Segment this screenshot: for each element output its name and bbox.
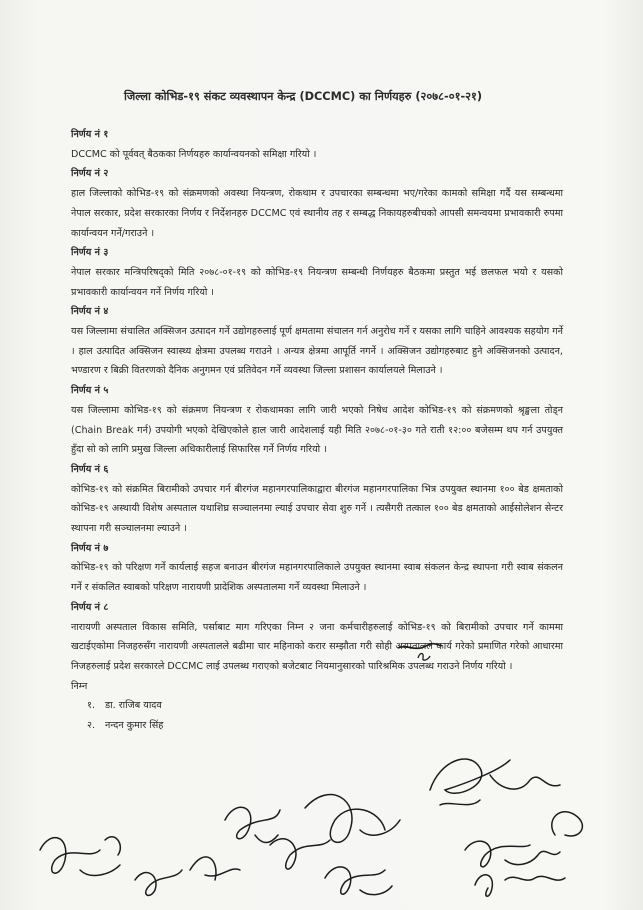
handwritten-signature (190, 857, 240, 880)
decision-text: नेपाल सरकार मन्त्रिपरिषद्को मिति २०७८-०१-१९ को कोभिड-१९ नियन्त्रण सम्बन्धी निर्णयहरु बैठकमा प्रस्तुत भई छलफल भयो र यसको प्रभावकारी कार्यान्वयन गर्ने निर्णय गरियो । (71, 266, 563, 298)
signatory-name: डा. राजिब यादव (105, 700, 162, 712)
decision-heading: निर्णय नं ५ (71, 385, 109, 397)
decisions-body (71, 125, 563, 736)
decision-text: कोभिड-१९ को संक्रमित बिरामीको उपचार गर्न बीरगंज महानगरपालिकाद्वारा बीरगंज महानगरपालिका भित्र उपयुक्त स्थानमा १०० बेड क्षमताको कोभिड-१९ अस्थायी विशेष अस्पताल यथाशिघ्र सञ्चालनमा ल्याई उपचार सेवा शुरु गर्ने । त्यसैगरी तत्काल १०० बेड क्षमताको आईसोलेशन सेन्टर स्थापना गरी सञ्चालनमा ल्याउने । (71, 483, 563, 535)
decision-text: यस जिल्लामा कोभिड-१९ को संक्रमण नियन्त्रण र रोकथामका लागि जारी भएको निषेध आदेश कोभिड-१९ को संक्रमणको श्रृङ्खला तोड्न (Chain Break गर्न) उपयोगी भएको देखिएकोले हाल जारी आदेशलाई यही मिति २०७८-०१-३० गते राती १२:०० बजेसम्म थप गर्न उपयुक्त हुँदा सो को लागि प्रमुख जिल्ला अधिकारीलाई सिफारिस गर्ने निर्णय गरियो । (71, 404, 563, 456)
handwritten-signature (135, 870, 182, 895)
decision-heading: निर्णय नं ६ (71, 463, 109, 475)
decision-text: DCCMC को पूर्ववत् बैठकका निर्णयहरु कार्यान्वयनको समिक्षा गरियो । (71, 148, 317, 160)
signatory-list (71, 696, 563, 735)
decision-heading: निर्णय नं २ (71, 168, 109, 180)
decision-heading: निर्णय नं ३ (71, 247, 109, 259)
decision-text: हाल जिल्लाको कोभिड-१९ को संक्रमणको अवस्था नियन्त्रण, रोकथाम र उपचारका सम्बन्धमा भए/गरेका कामको समिक्षा गर्दै यस सम्बन्धमा नेपाल सरकार, प्रदेश सरकारका निर्णय र निर्देशनहरु DCCMC एवं स्थानीय तह र सम्बद्ध निकायहरुबीचको आपसी समन्वयमा प्रभावकारी रुपमा कार्यान्वयन गर्ने/गराउने । (71, 188, 563, 239)
decision-heading: निर्णय नं ८ (71, 601, 109, 613)
document-title: जिल्ला कोभिड-१९ संकट व्यवस्थापन केन्द्र (DCCMC) का निर्णयहरु (२०७८-०१-२१) (124, 90, 483, 103)
decision-heading: निर्णय नं ७ (71, 542, 109, 554)
signatory-number: १. (87, 700, 96, 712)
signatory-name: नन्दन कुमार सिंह (105, 720, 164, 732)
signatory-number: २. (87, 720, 96, 732)
handwritten-signature (475, 875, 565, 896)
signatory-item (87, 696, 563, 716)
handwritten-signature (465, 841, 560, 867)
decision-heading: निर्णय नं १ (71, 129, 109, 140)
handwritten-signature (40, 837, 120, 876)
handwritten-signature (325, 867, 392, 895)
handwritten-signature (430, 759, 560, 805)
decision-text: यस जिल्लामा संचालित अक्सिजन उत्पादन गर्ने उद्योगहरुलाई पूर्ण क्षमतामा संचालन गर्न अनुरोध गर्ने र यसका लागि चाहिने आवश्यक सहयोग गर्ने । हाल उत्पादित अक्सिजन स्वास्थ्य क्षेत्रमा उपलब्ध गराउने । अन्यत्र क्षेत्रमा आपूर्ति नगर्ने । अक्सिजन उद्योगहरुबाट हुने अक्सिजनको उत्पादन, भण्डारण र बिक्री वितरणको दैनिक अनुगमन एवं प्रतिवेदन गर्ने व्यवस्था जिल्ला प्रशासन कार्यालयले मिलाउने । (71, 326, 563, 377)
list-intro: निम्न (71, 680, 88, 692)
signatory-item (87, 716, 563, 736)
decision-heading: निर्णय नं ४ (71, 306, 109, 318)
handwritten-signature (270, 839, 330, 869)
handwritten-signature (225, 807, 280, 842)
decision-text: कोभिड-१९ को परिक्षण गर्ने कार्यलाई सहज बनाउन बीरगंज महानगरपालिकाले उपयुक्त स्थानमा स्वाब संकलन केन्द्र स्थापना गरी स्वाब संकलन गर्ने र संकलित स्वाबको परिक्षण नारायणी प्रादेशिक अस्पतालमा गर्ने व्यवस्था मिलाउने । (71, 562, 563, 594)
decision-text: नारायणी अस्पताल विकास समिति, पर्साबाट माग गरिएका निम्न २ जना कर्मचारीहरुलाई कोभिड-१९ को बिरामीको उपचार गर्ने काममा खटाईएकोमा निजहरुसँग नारायणी अस्पतालले बढीमा चार महिनाको करार सम्झौता गरी सोही अस्पतालले कार्य गरेको प्रमाणित गरेको आधारमा निजहरुलाई प्रदेश सरकारले DCCMC लाई उपलब्ध गराएको बजेटबाट नियमानुसारको पारिश्रमिक उपलब्ध गराउने निर्णय गरियो । (71, 621, 563, 672)
handwritten-signature (552, 812, 583, 836)
handwritten-signature (305, 795, 400, 843)
handwritten-correction-mark (396, 636, 444, 664)
